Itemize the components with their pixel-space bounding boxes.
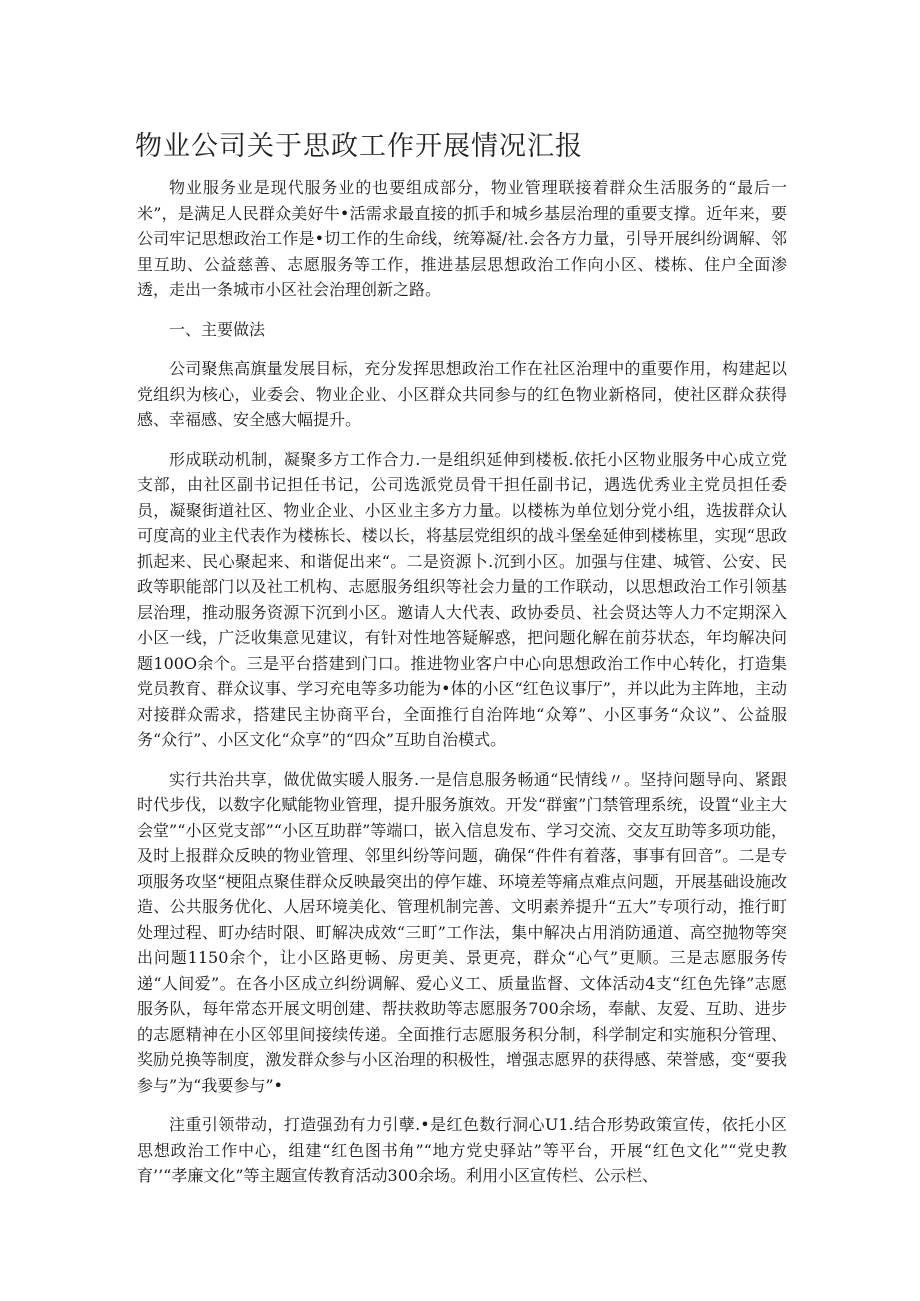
document-title: 物业公司关于思政工作开展情况汇报 [135,131,583,162]
section-heading: 一、主要做法 [169,319,266,339]
mechanism-paragraph: 形成联动机制，凝聚多方工作合力.一是组织延伸到楼板.依托小区物业服务中心成立党支部，由社区副书记担任书记，公司选派党员骨干担任副书记，遇选优秀业主党员担任委员，凝聚街道社区、物业企业、小区业主多方力量。以楼栋为单位划分党小组，选拔群众认可度高的业主代表作为楼栋长、楼以长，将基层党组织的战斗堡垒延伸到楼栋里，实现“思政抓起来、民心聚起来、和谐促出来“。二是资源卜.沉到小区。加强与住建、城管、公安、民政等职能部门以及社工机构、志愿服务组织等社会力量的工作联动，以思想政治工作引领基层治理，推动服务资源下沉到小区。邀请人大代表、政协委员、社会贤达等人力不定期深入小区一线，广泛收集意见建议，有针对性地答疑解惑，把问题化解在前芬状态，年均解决问题100O余个。三是平台搭建到门口。推进物业客户中心向思想政治工作中心转化，打造集党员教育、群众议事、学习充电等多功能为•体的小区“红色议事厅”，并以此为主阵地，主动对接群众需求，搭建民主协商平台，全面推行自治阵地“众筹”、小区事务“众议”、公益服务“众行”、小区文化“众享”的“四众”互助自治模式。 [137,449,787,749]
governance-paragraph: 实行共治共享，做优做实暖人服务.一是信息服务畅通“民情线〃。坚持问题导向、紧跟时代步伐，以数字化赋能物业管理，提升服务旗效。开发“群蜜”门禁管理系统，设置“业主大会堂”“小区党支部”“小区互助群”等端口，嵌入信息发布、学习交流、交友互助等多项功能，及时上报群众反映的物业管理、邻里纠纷等问题，确保“件件有着落，事事有回音”。二是专项服务攻坚“梗阻点聚佳群众反映最突出的停乍雄、环境差等痛点难点问题，开展基础设施改造、公共服务优化、人居环境美化、管理机制完善、文明素养提升“五大”专项行动，推行町处理过程、町办结时限、町解决成效“三町”工作法，集中解决占用消防通道、高空抛物等突出问题1150余个，让小区路更畅、房更美、景更亮，群众“心气”更顺。三是志愿服务传递“人间爱”。在各小区成立纠纷调解、爱心义工、质量监督、文体活动4支“红色先锋”志愿服务队，每年常态开展文明创建、帮扶救助等志愿服务700余场，奉献、友爱、互助、进步的志愿精神在小区邻里间接续传递。全面推行志愿服务积分制，科学制定和实施积分管理、奖励兑换等制度，激发群众参与小区治理的积极性，增强志愿界的获得感、荣誉感，变“要我参与”为“我要参与”• [137,769,787,1095]
intro-paragraph: 物业服务业是现代服务业的也要组成部分，物业管理联接着群众生活服务的“最后一米”，是满足人民群众美好牛•活需求最直接的抓手和城乡基层治理的重要支撑。近年来，要公司牢记思想政治工作是•切工作的生命线，统筹凝/社.会各方力量，引导开展纠纷调解、邻里互助、公益慈善、志愿服务等工作，推进基层思想政治工作向小区、楼栋、住户全面渗透，走出一条城市小区社会治理创新之路。 [137,178,787,299]
section-intro-paragraph: 公司聚焦高旗量发展目标，充分发挥思想政治工作在社区治理中的重要作用，构建起以党组织为核心，业委会、物业企业、小区群众共同参与的红色物业新格同，使社区群众获得感、幸福感、安全感大幅提升。 [137,359,787,429]
document-body [137,175,787,1203]
guidance-paragraph: 注重引领带动，打造强劲有力引孽.•是红色数行洞心U1.结合形势政策宣传，依托小区思想政治工作中心，组建“红色图书角”“地方党史驿站”等平台，开展“红色文化”“党史教育’’“孝廉文化”等主题宣传教育活动300余场。利用小区宣传栏、公示栏、 [137,1115,787,1185]
